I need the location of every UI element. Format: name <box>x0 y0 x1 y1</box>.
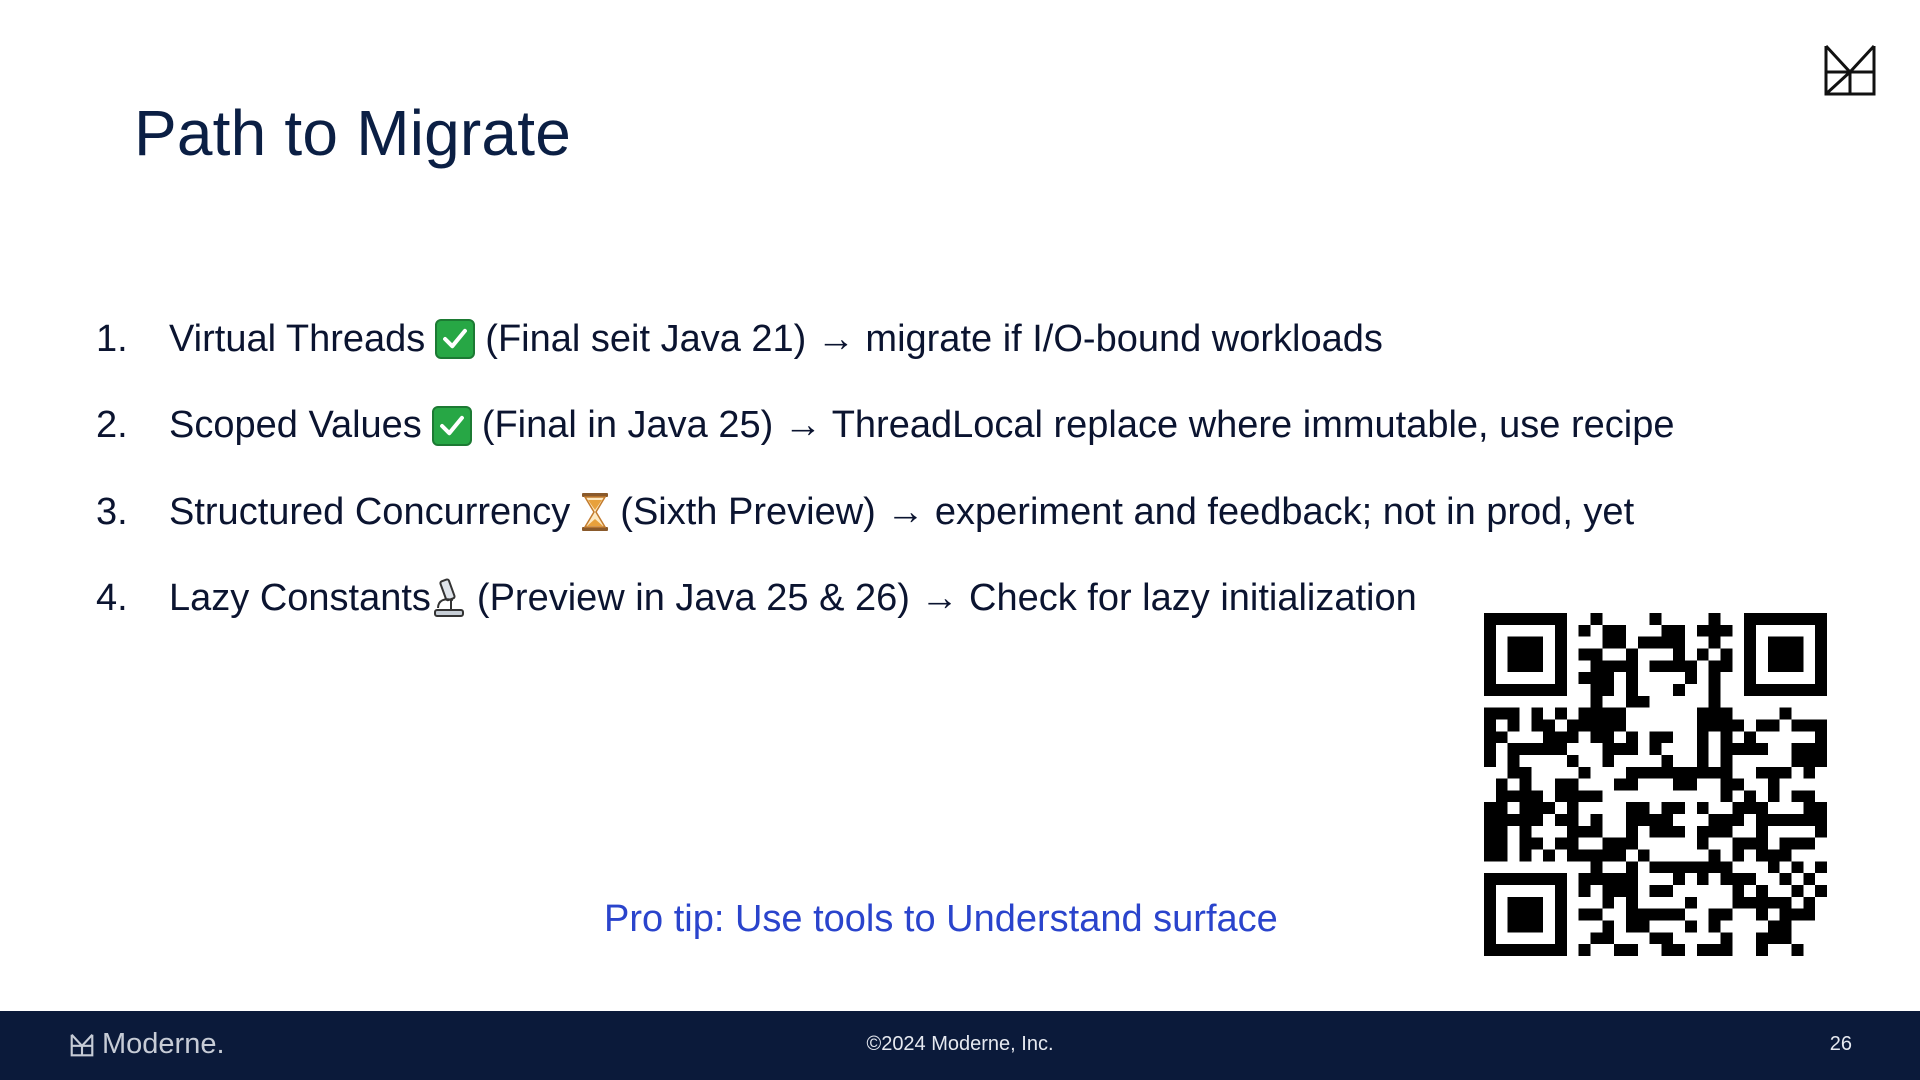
item-label: Virtual Threads <box>169 317 426 360</box>
item-number: 1. <box>96 317 128 360</box>
list-item <box>96 469 1796 556</box>
item-number: 3. <box>96 490 128 533</box>
item-text: (Final in Java 25) → ThreadLocal replace where immutable, use recipe <box>481 404 1675 447</box>
page-number: 26 <box>1829 1033 1852 1055</box>
item-label: Structured Concurrency <box>169 490 571 533</box>
qr-code[interactable] <box>1484 613 1827 956</box>
item-number: 2. <box>96 404 128 447</box>
brand-name: Moderne. <box>102 1028 225 1060</box>
migration-list <box>96 296 1796 642</box>
item-number: 4. <box>96 577 128 620</box>
list-item <box>96 296 1796 383</box>
item-text: (Preview in Java 25 & 26) → Check for lazy initialization <box>476 577 1417 620</box>
check-mark-icon <box>435 319 475 359</box>
list-item <box>96 383 1796 470</box>
check-mark-icon <box>432 406 472 446</box>
hourglass-icon <box>580 492 610 532</box>
pro-tip: Pro tip: Use tools to Understand surface <box>604 898 1278 940</box>
item-text: (Final seit Java 21) → migrate if I/O-bound workloads <box>485 317 1383 360</box>
moderne-logo-icon <box>1822 42 1878 98</box>
copyright-text: ©2024 Moderne, Inc. <box>866 1033 1054 1055</box>
item-text: (Sixth Preview) → experiment and feedback; not in prod, yet <box>620 490 1635 533</box>
microscope-icon <box>431 578 467 620</box>
footer <box>0 1011 1920 1080</box>
slide-title: Path to Migrate <box>134 97 571 169</box>
item-label: Scoped Values <box>169 404 422 447</box>
item-label: Lazy Constants <box>169 577 431 620</box>
